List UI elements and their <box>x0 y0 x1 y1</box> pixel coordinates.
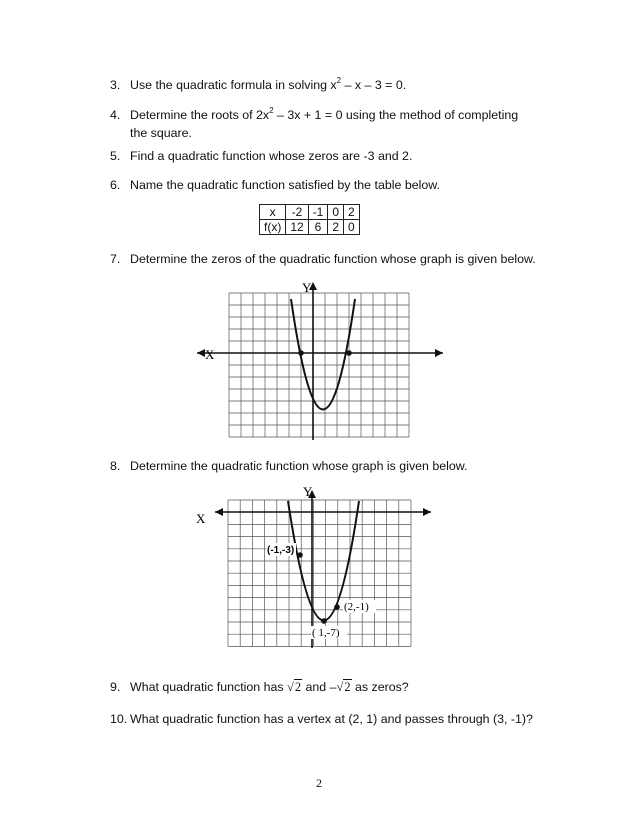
table-cell: f(x) <box>260 220 286 235</box>
table-cell: x <box>260 205 286 220</box>
point-label-3: ( 1,-7) <box>312 627 340 639</box>
question-text: Use the quadratic formula in solving x <box>130 78 337 92</box>
question-text-end: – x – 3 = 0. <box>341 78 407 92</box>
question-number: 3. <box>110 78 121 92</box>
question-9 <box>110 678 550 696</box>
question-text-mid: and – <box>302 680 337 694</box>
question-text-end: – 3x + 1 = 0 using the method of completing <box>273 108 519 122</box>
question-text-end: as zeros? <box>351 680 409 694</box>
question-text: Find a quadratic function whose zeros are -3 and 2. <box>130 149 413 163</box>
question-number: 5. <box>110 149 121 163</box>
question-text: Determine the quadratic function whose graph is given below. <box>130 459 468 473</box>
x-axis-label: X <box>205 347 215 362</box>
question-number: 6. <box>110 178 121 192</box>
x-axis-arrow-right <box>423 508 431 516</box>
point-label-2: (2,-1) <box>344 601 369 613</box>
question-10 <box>110 710 570 728</box>
exponent: 2 <box>269 106 274 115</box>
table-cell: 0 <box>344 220 360 235</box>
table-cell: 0 <box>328 205 344 220</box>
table-cell: 2 <box>328 220 344 235</box>
point-marker-3 <box>321 618 327 624</box>
sqrt-expression: √2 <box>336 680 351 694</box>
question-number: 9. <box>110 680 121 694</box>
exponent: 2 <box>336 76 342 85</box>
table-cell: 2 <box>344 205 360 220</box>
radicand: 2 <box>294 680 302 694</box>
y-axis-label: Y <box>302 280 312 295</box>
sqrt-expression: √2 <box>287 680 302 694</box>
radicand: 2 <box>344 680 351 694</box>
question-text: Determine the roots of 2x <box>130 108 270 122</box>
table-cell: 12 <box>286 220 308 235</box>
question-text: What quadratic function has a vertex at (2, 1) and passes through (3, -1)? <box>130 712 533 726</box>
y-axis-label: Y <box>303 484 313 499</box>
question-number: 4. <box>110 108 121 122</box>
question-number: 10. <box>110 712 128 726</box>
question-text: Name the quadratic function satisfied by the table below. <box>130 178 440 192</box>
point-marker-2 <box>334 604 340 610</box>
point-label-1: (-1,-3) <box>267 545 295 556</box>
question-text: What quadratic function has <box>130 680 288 694</box>
table-cell: 6 <box>308 220 328 235</box>
x-axis-arrow-left <box>215 508 223 516</box>
question-text: Determine the zeros of the quadratic function whose graph is given below. <box>130 252 536 266</box>
page-number: 2 <box>316 776 322 790</box>
question-continuation: the square. <box>130 126 192 140</box>
grid-lines <box>228 500 411 646</box>
question-number: 8. <box>110 459 121 473</box>
table-cell: -2 <box>286 205 308 220</box>
x-axis-label: X <box>196 511 206 526</box>
table-cell: -1 <box>308 205 328 220</box>
question-number: 7. <box>110 252 121 266</box>
point-marker-1 <box>297 552 303 558</box>
